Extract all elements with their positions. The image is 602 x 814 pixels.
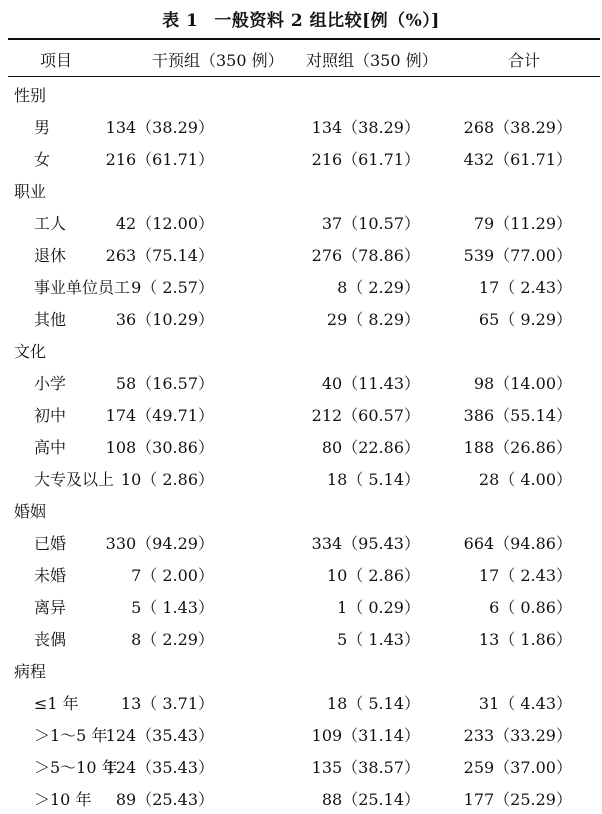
item-label: 女: [34, 150, 51, 169]
table-row: [0, 686, 602, 718]
item-label: 小学: [34, 374, 67, 393]
control-value: 40（11.43）: [321, 374, 420, 393]
control-value: 212（60.57）: [311, 406, 420, 425]
control-value: 276（78.86）: [311, 246, 420, 265]
total-value: 259（37.00）: [463, 758, 572, 777]
total-value: 17（ 2.43）: [478, 278, 572, 297]
total-value: 177（25.29）: [463, 790, 572, 809]
intervention-value: 8（ 2.29）: [131, 630, 214, 649]
category-label: 文化: [14, 342, 47, 361]
item-label: 事业单位员工: [34, 278, 131, 297]
control-value: 18（ 5.14）: [326, 694, 420, 713]
total-value: 28（ 4.00）: [478, 470, 572, 489]
table-header-rule: [8, 76, 600, 77]
category-label: 婚姻: [14, 502, 47, 521]
table-row: [0, 526, 602, 558]
item-label: 工人: [34, 214, 67, 233]
control-value: 80（22.86）: [321, 438, 420, 457]
item-label: 初中: [34, 406, 67, 425]
table-row: [0, 110, 602, 142]
item-label: ＞1～5 年: [34, 726, 108, 745]
control-value: 334（95.43）: [311, 534, 420, 553]
header-item: 项目: [40, 51, 73, 70]
intervention-value: 124（35.43）: [105, 726, 214, 745]
intervention-value: 108（30.86）: [105, 438, 214, 457]
total-value: 233（33.29）: [463, 726, 572, 745]
header-intervention-group: 干预组（350 例）: [152, 51, 284, 70]
table-row: [0, 142, 602, 174]
intervention-value: 89（25.43）: [115, 790, 214, 809]
table-row: [0, 462, 602, 494]
table-row: [0, 718, 602, 750]
intervention-value: 124（35.43）: [105, 758, 214, 777]
intervention-value: 10（ 2.86）: [120, 470, 214, 489]
table-row: [0, 366, 602, 398]
intervention-value: 263（75.14）: [105, 246, 214, 265]
category-row: [0, 494, 602, 526]
category-row: [0, 654, 602, 686]
category-row: [0, 78, 602, 110]
intervention-value: 36（10.29）: [115, 310, 214, 329]
table-header-row: [0, 40, 602, 76]
total-value: 31（ 4.43）: [478, 694, 572, 713]
item-label: ≤1 年: [34, 694, 79, 713]
control-value: 8（ 2.29）: [337, 278, 420, 297]
table-caption: [0, 0, 602, 36]
control-value: 29（ 8.29）: [326, 310, 420, 329]
control-value: 109（31.14）: [311, 726, 420, 745]
table-row: [0, 782, 602, 814]
total-value: 98（14.00）: [473, 374, 572, 393]
item-label: 丧偶: [34, 630, 67, 649]
total-value: 79（11.29）: [473, 214, 572, 233]
control-value: 10（ 2.86）: [326, 566, 420, 585]
header-control-group: 对照组（350 例）: [306, 51, 438, 70]
item-label: 高中: [34, 438, 67, 457]
total-value: 65（ 9.29）: [478, 310, 572, 329]
control-value: 88（25.14）: [321, 790, 420, 809]
category-label: 病程: [14, 662, 47, 681]
item-label: 已婚: [34, 534, 67, 553]
table-row: [0, 750, 602, 782]
table-row: [0, 206, 602, 238]
total-value: 6（ 0.86）: [489, 598, 572, 617]
intervention-value: 7（ 2.00）: [131, 566, 214, 585]
control-value: 135（38.57）: [311, 758, 420, 777]
intervention-value: 330（94.29）: [105, 534, 214, 553]
category-row: [0, 174, 602, 206]
control-value: 18（ 5.14）: [326, 470, 420, 489]
intervention-value: 134（38.29）: [105, 118, 214, 137]
table-title: 一般资料 2 组比较[例（%）]: [214, 10, 440, 31]
intervention-value: 9（ 2.57）: [131, 278, 214, 297]
intervention-value: 42（12.00）: [115, 214, 214, 233]
item-label: 离异: [34, 598, 67, 617]
table-row: [0, 398, 602, 430]
table-row: [0, 238, 602, 270]
item-label: ＞10 年: [34, 790, 92, 809]
total-value: 386（55.14）: [463, 406, 572, 425]
table-row: [0, 270, 602, 302]
table-row: [0, 622, 602, 654]
control-value: 216（61.71）: [311, 150, 420, 169]
item-label: 男: [34, 118, 51, 137]
control-value: 1（ 0.29）: [337, 598, 420, 617]
total-value: 188（26.86）: [463, 438, 572, 457]
table-row: [0, 558, 602, 590]
table-number: 表 1: [162, 10, 199, 31]
category-row: [0, 334, 602, 366]
intervention-value: 58（16.57）: [115, 374, 214, 393]
table-row: [0, 430, 602, 462]
table-row: [0, 590, 602, 622]
intervention-value: 216（61.71）: [105, 150, 214, 169]
control-value: 134（38.29）: [311, 118, 420, 137]
intervention-value: 5（ 1.43）: [131, 598, 214, 617]
control-value: 5（ 1.43）: [337, 630, 420, 649]
header-total: 合计: [508, 51, 541, 70]
total-value: 432（61.71）: [463, 150, 572, 169]
category-label: 职业: [14, 182, 47, 201]
table-row: [0, 302, 602, 334]
total-value: 664（94.86）: [463, 534, 572, 553]
item-label: 大专及以上: [34, 470, 115, 489]
total-value: 13（ 1.86）: [478, 630, 572, 649]
item-label: 未婚: [34, 566, 67, 585]
item-label: 退休: [34, 246, 67, 265]
control-value: 37（10.57）: [321, 214, 420, 233]
intervention-value: 13（ 3.71）: [120, 694, 214, 713]
total-value: 539（77.00）: [463, 246, 572, 265]
category-label: 性别: [14, 86, 47, 105]
item-label: ＞5～10 年: [34, 758, 118, 777]
table-body: [0, 78, 602, 809]
total-value: 17（ 2.43）: [478, 566, 572, 585]
total-value: 268（38.29）: [463, 118, 572, 137]
intervention-value: 174（49.71）: [105, 406, 214, 425]
item-label: 其他: [34, 310, 67, 329]
